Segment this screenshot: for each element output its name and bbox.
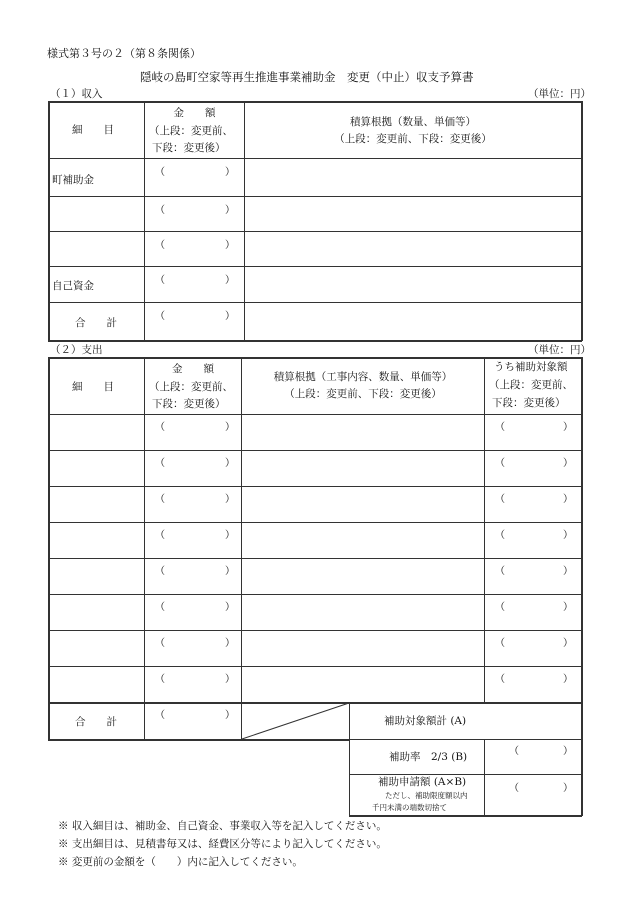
expense-col-amount-title: 金 額: [172, 363, 214, 375]
expense-amount-prev[interactable]: （ ）: [155, 566, 235, 577]
expense-amount-prev[interactable]: （ ）: [155, 530, 235, 541]
income-col-basis-sub: （上段：変更前、下段：変更後）: [334, 133, 492, 145]
subsidy-request-note2: 千円未満の端数切捨て: [372, 803, 447, 812]
note-previous-amount: ※ 変更前の金額を（ ）内に記入してください。: [58, 856, 303, 868]
expense-col-amount-sub2: 下段：変更後）: [152, 398, 226, 410]
expense-target-prev[interactable]: （ ）: [495, 638, 573, 649]
income-heading: （１）収入: [50, 88, 103, 100]
expense-unit: （単位：円）: [528, 344, 591, 356]
expense-amount-prev[interactable]: （ ）: [155, 674, 235, 685]
income-col-amount-sub1: （上段：変更前、: [149, 125, 233, 137]
expense-col-target: うち補助対象額: [494, 361, 568, 373]
expense-target-prev[interactable]: （ ）: [495, 602, 573, 613]
expense-amount-prev[interactable]: （ ）: [155, 494, 235, 505]
expense-col-item: 細 目: [72, 381, 114, 393]
income-total-label: 合 計: [75, 317, 117, 329]
expense-target-prev[interactable]: （ ）: [495, 458, 573, 469]
expense-total-label: 合 計: [75, 716, 117, 728]
subsidy-rate-prev[interactable]: （ ）: [509, 746, 573, 757]
expense-col-basis: 積算根拠（工事内容、数量、単価等）: [273, 371, 453, 383]
expense-amount-prev[interactable]: （ ）: [155, 602, 235, 613]
form-number: 様式第３号の２（第８条関係）: [47, 47, 201, 60]
expense-heading: （２）支出: [50, 344, 103, 356]
income-amount-prev[interactable]: （ ）: [155, 167, 235, 178]
expense-target-prev[interactable]: （ ）: [495, 566, 573, 577]
subsidy-rate-label: 補助率 2/3 (B): [389, 751, 468, 763]
income-amount-prev[interactable]: （ ）: [155, 240, 235, 251]
subsidy-request-prev[interactable]: （ ）: [509, 783, 573, 794]
note-expense: ※ 支出細目は、見積書毎又は、経費区分等により記入してください。: [58, 838, 387, 850]
expense-col-target-sub1: （上段：変更前、: [489, 379, 573, 391]
expense-target-prev[interactable]: （ ）: [495, 674, 573, 685]
expense-target-prev[interactable]: （ ）: [495, 422, 573, 433]
income-col-amount-title: 金 額: [173, 107, 216, 119]
subsidy-request-label: 補助申請額 (A×B): [378, 776, 467, 788]
expense-amount-prev[interactable]: （ ）: [155, 422, 235, 433]
page-title: 隠岐の島町空家等再生推進事業補助金 変更（中止）収支予算書: [140, 70, 474, 84]
expense-target-prev[interactable]: （ ）: [495, 530, 573, 541]
income-row-subsidy: 町補助金: [52, 174, 94, 186]
income-amount-prev[interactable]: （ ）: [155, 275, 235, 286]
income-total-prev[interactable]: （ ）: [155, 311, 235, 322]
income-unit: （単位：円）: [528, 88, 591, 100]
expense-col-target-sub2: 下段：変更後）: [492, 397, 566, 409]
subsidy-request-note1: ただし、補助限度額以内: [385, 791, 468, 800]
subsidy-target-total-label: 補助対象額計 (A): [384, 715, 467, 727]
income-amount-prev[interactable]: （ ）: [155, 205, 235, 216]
expense-col-basis-sub: （上段：変更前、下段：変更後）: [284, 388, 442, 400]
expense-amount-prev[interactable]: （ ）: [155, 458, 235, 469]
expense-amount-prev[interactable]: （ ）: [155, 638, 235, 649]
expense-total-prev[interactable]: （ ）: [155, 710, 235, 721]
diagonal-strike: [241, 702, 350, 740]
income-col-item: 細 目: [72, 124, 114, 136]
note-income: ※ 収入細目は、補助金、自己資金、事業収入等を記入してください。: [58, 820, 387, 832]
expense-target-prev[interactable]: （ ）: [495, 494, 573, 505]
income-col-amount-sub2: 下段：変更後）: [152, 142, 226, 154]
expense-col-amount-sub1: （上段：変更前、: [149, 381, 233, 393]
income-col-basis: 積算根拠（数量、単価等）: [350, 116, 476, 128]
income-row-own-funds: 自己資金: [52, 280, 94, 292]
